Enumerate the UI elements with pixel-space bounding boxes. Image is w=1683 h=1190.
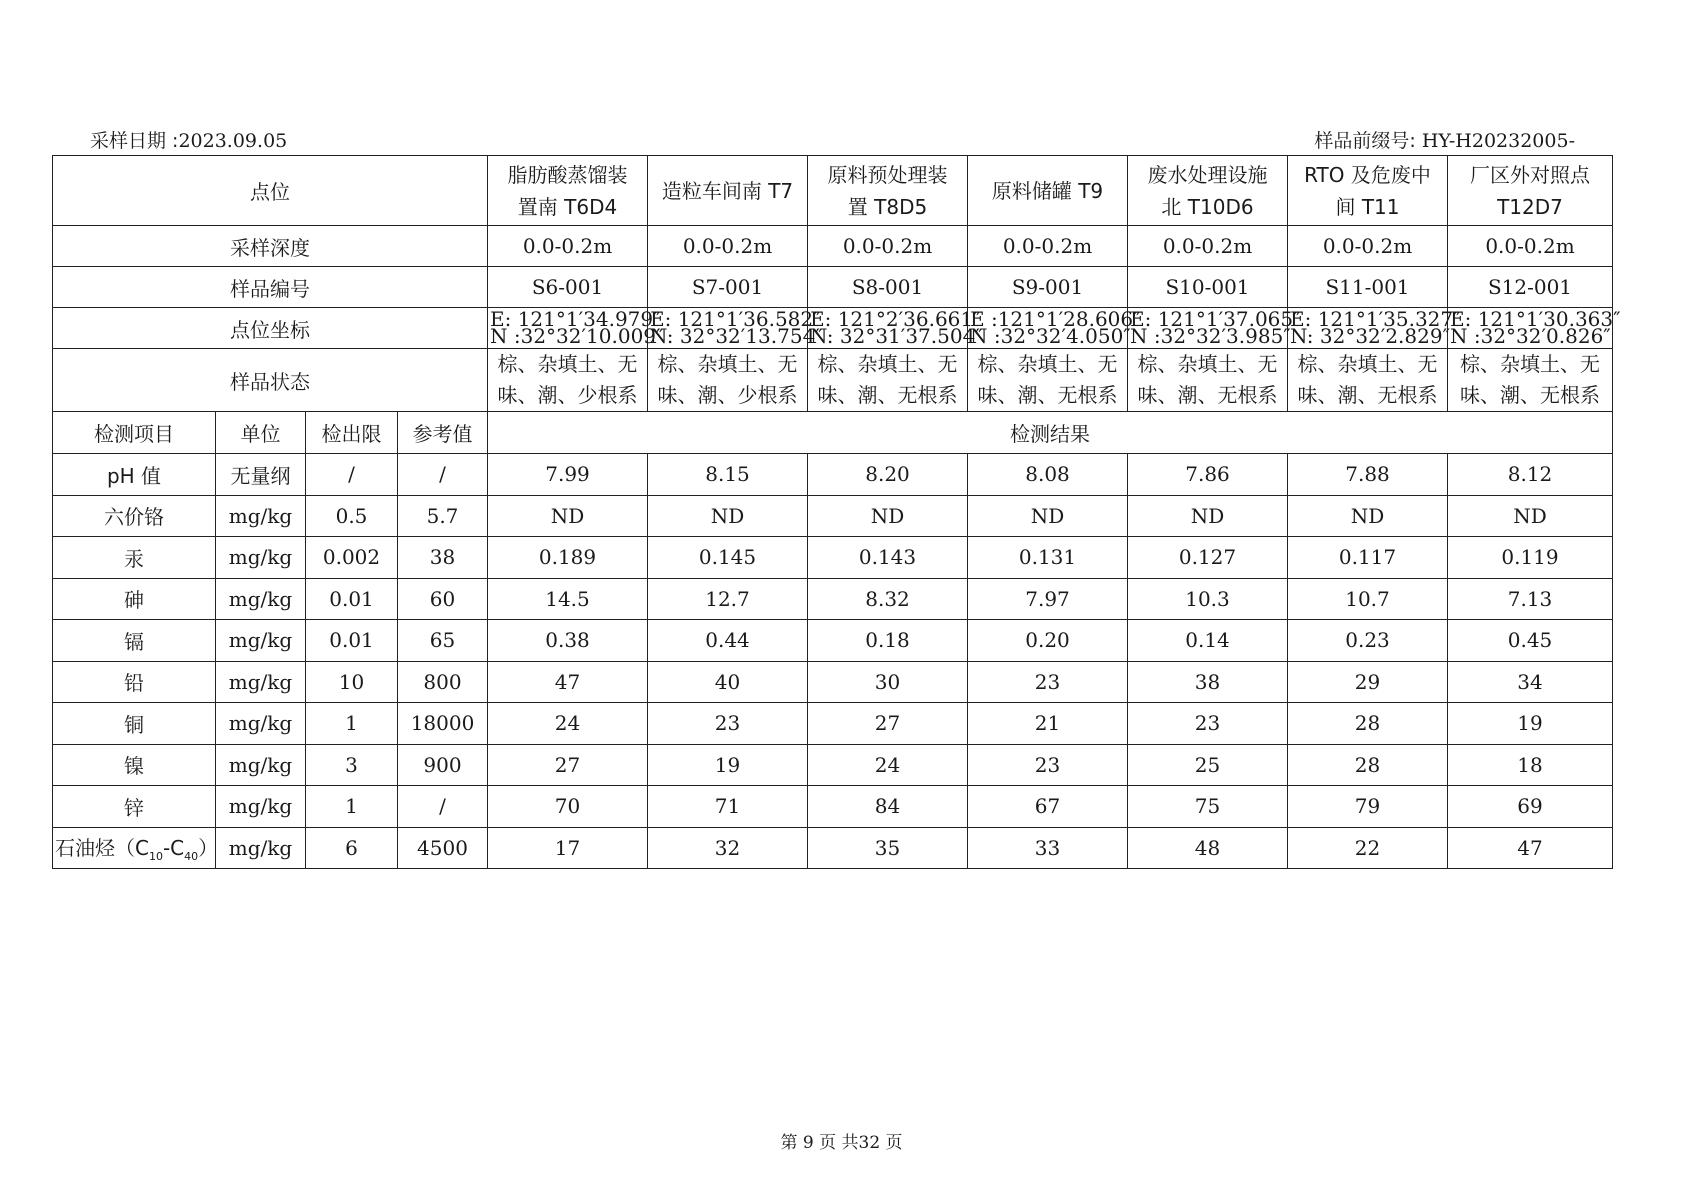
sample-id-cell: S10-001 xyxy=(1128,267,1288,308)
coordinates-label: 点位坐标 xyxy=(53,308,488,349)
sample-id-cell: S12-001 xyxy=(1448,267,1613,308)
result-cell: 38 xyxy=(1128,661,1288,703)
reference-cell: 4500 xyxy=(398,827,488,869)
result-cell: 0.119 xyxy=(1448,537,1613,579)
result-cell: ND xyxy=(1128,495,1288,537)
table-row xyxy=(53,495,1613,537)
item-cell: 镉 xyxy=(53,620,216,662)
result-cell: 0.143 xyxy=(808,537,968,579)
sample-id-cell: S9-001 xyxy=(968,267,1128,308)
site-depth-cell: 0.0-0.2m xyxy=(1128,226,1288,267)
result-cell: 12.7 xyxy=(648,578,808,620)
unit-header: 单位 xyxy=(216,412,306,454)
result-cell: 67 xyxy=(968,786,1128,828)
result-cell: 0.117 xyxy=(1288,537,1448,579)
reference-cell: 800 xyxy=(398,661,488,703)
table-row xyxy=(53,620,1613,662)
item-cell: 铜 xyxy=(53,703,216,745)
item-cell: 六价铬 xyxy=(53,495,216,537)
coordinate-cell xyxy=(1448,307,1621,349)
result-cell: 30 xyxy=(808,661,968,703)
status-row xyxy=(53,349,1613,412)
result-cell: 24 xyxy=(808,744,968,786)
item-pre: 石油烃（C xyxy=(55,836,149,861)
limit-cell: 0.5 xyxy=(306,495,398,537)
result-cell: 0.127 xyxy=(1128,537,1288,579)
status-line1: 棕、杂填土、无 xyxy=(1460,352,1600,376)
result-cell: 0.38 xyxy=(488,620,648,662)
result-cell: 75 xyxy=(1128,786,1288,828)
footer-mid: 页 共 xyxy=(819,1133,859,1153)
item-cell: 镍 xyxy=(53,744,216,786)
result-cell: 0.14 xyxy=(1128,620,1288,662)
sample-id-cell: S11-001 xyxy=(1288,267,1448,308)
coordinate-north: N :32°32′10.009″ xyxy=(490,324,664,348)
site-name-line1: 原料储罐 T9 xyxy=(991,178,1104,203)
unit-cell: mg/kg xyxy=(216,827,306,869)
item-sub1: 10 xyxy=(148,850,163,864)
result-cell: 25 xyxy=(1128,744,1288,786)
result-cell: 22 xyxy=(1288,827,1448,869)
result-cell: 0.20 xyxy=(968,620,1128,662)
site-row xyxy=(53,156,1613,226)
site-name-line2: 置 T8D5 xyxy=(847,194,928,219)
table-row xyxy=(53,454,1613,496)
result-cell: 71 xyxy=(648,786,808,828)
result-cell: 0.44 xyxy=(648,620,808,662)
item-cell: 锌 xyxy=(53,786,216,828)
sample-status-cell xyxy=(1448,349,1613,412)
reference-cell: 60 xyxy=(398,578,488,620)
result-cell: 47 xyxy=(1448,827,1613,869)
reference-cell: 38 xyxy=(398,537,488,579)
depth-label: 采样深度 xyxy=(53,226,488,267)
status-line2: 味、潮、无根系 xyxy=(977,383,1118,407)
item-header: 检测项目 xyxy=(53,412,216,454)
status-line1: 棕、杂填土、无 xyxy=(497,352,638,376)
depth-row xyxy=(53,226,1613,267)
coordinate-cell xyxy=(808,307,983,349)
result-cell: 0.45 xyxy=(1448,620,1613,662)
result-cell: 79 xyxy=(1288,786,1448,828)
reference-cell: 65 xyxy=(398,620,488,662)
coordinate-east: E: 121°1′30.363″ xyxy=(1450,307,1621,331)
result-cell: 24 xyxy=(488,703,648,745)
result-cell: 27 xyxy=(488,744,648,786)
site-name-cell xyxy=(968,156,1128,226)
status-line2: 味、潮、无根系 xyxy=(1297,383,1438,407)
result-cell: 8.12 xyxy=(1448,454,1613,496)
result-cell: 33 xyxy=(968,827,1128,869)
result-cell: 19 xyxy=(1448,703,1613,745)
site-name-line1: RTO 及危废中 xyxy=(1304,162,1431,187)
sample-id-row xyxy=(53,267,1613,308)
status-line1: 棕、杂填土、无 xyxy=(1137,352,1278,376)
result-cell: 48 xyxy=(1128,827,1288,869)
result-cell: 19 xyxy=(648,744,808,786)
unit-cell: 无量纲 xyxy=(216,454,306,496)
sample-id-cell: S7-001 xyxy=(648,267,808,308)
limit-cell: 1 xyxy=(306,703,398,745)
site-depth-cell: 0.0-0.2m xyxy=(808,226,968,267)
item-cell: 汞 xyxy=(53,537,216,579)
table-row xyxy=(53,661,1613,703)
coordinate-cell xyxy=(648,307,823,349)
sample-status-cell xyxy=(1288,349,1448,412)
coordinate-north: N: 32°32′2.829″ xyxy=(1290,324,1451,348)
reference-cell: / xyxy=(398,786,488,828)
site-name-cell xyxy=(808,156,968,226)
unit-cell: mg/kg xyxy=(216,578,306,620)
site-depth-cell: 0.0-0.2m xyxy=(968,226,1128,267)
status-line1: 棕、杂填土、无 xyxy=(977,352,1118,376)
reference-cell: 18000 xyxy=(398,703,488,745)
result-cell: 17 xyxy=(488,827,648,869)
site-name-cell xyxy=(1288,156,1448,226)
result-cell: 69 xyxy=(1448,786,1613,828)
site-depth-cell: 0.0-0.2m xyxy=(648,226,808,267)
result-cell: 0.145 xyxy=(648,537,808,579)
footer-pre: 第 xyxy=(780,1133,798,1153)
sample-status-cell xyxy=(1128,349,1288,412)
sample-id-label: 样品编号 xyxy=(53,267,488,308)
coordinate-cell xyxy=(1128,307,1301,349)
limit-cell: / xyxy=(306,454,398,496)
page-footer xyxy=(0,1128,1683,1153)
item-cell xyxy=(53,827,219,869)
result-cell: 14.5 xyxy=(488,578,648,620)
site-name-line1: 脂肪酸蒸馏装 xyxy=(507,162,628,187)
result-cell: 84 xyxy=(808,786,968,828)
coordinate-east: E: 121°2′36.661″ xyxy=(810,307,981,331)
coordinate-cell xyxy=(488,307,664,349)
result-cell: 23 xyxy=(648,703,808,745)
result-cell: 70 xyxy=(488,786,648,828)
result-cell: 8.20 xyxy=(808,454,968,496)
sampling-date xyxy=(90,126,287,153)
sample-status-cell xyxy=(968,349,1128,412)
sample-id-cell: S8-001 xyxy=(808,267,968,308)
result-cell: ND xyxy=(808,495,968,537)
unit-cell: mg/kg xyxy=(216,703,306,745)
result-cell: 27 xyxy=(808,703,968,745)
coordinate-north: N: 32°32′13.754″ xyxy=(650,324,823,348)
item-mid: -C xyxy=(162,836,185,861)
result-cell: ND xyxy=(488,495,648,537)
coordinate-north: N :32°32′4.050″ xyxy=(970,324,1131,348)
result-cell: 21 xyxy=(968,703,1128,745)
result-cell: 7.88 xyxy=(1288,454,1448,496)
result-cell: 23 xyxy=(1128,703,1288,745)
footer-total: 32 xyxy=(858,1133,881,1153)
site-name-line1: 原料预处理装 xyxy=(827,162,948,187)
result-cell: 23 xyxy=(968,744,1128,786)
result-cell: 8.08 xyxy=(968,454,1128,496)
result-cell: 7.13 xyxy=(1448,578,1613,620)
table-row xyxy=(53,537,1613,579)
limit-cell: 10 xyxy=(306,661,398,703)
result-cell: 0.189 xyxy=(488,537,648,579)
result-cell: 29 xyxy=(1288,661,1448,703)
site-name-line2: 间 T11 xyxy=(1335,194,1400,219)
site-name-cell xyxy=(1448,156,1613,226)
status-line2: 味、潮、无根系 xyxy=(1460,383,1600,407)
coordinate-north: N: 32°31′37.504″ xyxy=(810,324,983,348)
site-name-line2: 置南 T6D4 xyxy=(517,194,618,219)
sample-prefix xyxy=(1314,126,1575,153)
unit-cell: mg/kg xyxy=(216,495,306,537)
site-name-line1: 废水处理设施 xyxy=(1147,162,1268,187)
result-cell: 0.18 xyxy=(808,620,968,662)
reference-header: 参考值 xyxy=(398,412,488,454)
item-cell: pH 值 xyxy=(53,454,216,496)
results-header: 检测结果 xyxy=(488,412,1613,454)
result-cell: 7.99 xyxy=(488,454,648,496)
site-name-line2: 北 T10D6 xyxy=(1161,194,1254,219)
result-cell: 40 xyxy=(648,661,808,703)
status-line2: 味、潮、无根系 xyxy=(817,383,958,407)
result-cell: 7.97 xyxy=(968,578,1128,620)
coordinate-east: E: 121°1′37.065″ xyxy=(1130,307,1301,331)
sampling-date-label: 采样日期 : xyxy=(90,130,179,152)
table-row xyxy=(53,578,1613,620)
reference-cell: 5.7 xyxy=(398,495,488,537)
coordinate-east: E: 121°1′34.979″ xyxy=(490,307,661,331)
result-cell: 0.131 xyxy=(968,537,1128,579)
results-table xyxy=(52,155,1621,869)
table-row xyxy=(53,786,1613,828)
status-line1: 棕、杂填土、无 xyxy=(657,352,798,376)
sample-prefix-value: HY-H20232005- xyxy=(1421,130,1575,152)
result-cell: 32 xyxy=(648,827,808,869)
limit-cell: 0.01 xyxy=(306,578,398,620)
site-label: 点位 xyxy=(53,156,488,226)
result-cell: 47 xyxy=(488,661,648,703)
site-name-cell xyxy=(648,156,808,226)
item-cell: 铅 xyxy=(53,661,216,703)
sample-prefix-label: 样品前缀号: xyxy=(1314,130,1422,152)
limit-cell: 1 xyxy=(306,786,398,828)
unit-cell: mg/kg xyxy=(216,661,306,703)
unit-cell: mg/kg xyxy=(216,744,306,786)
coordinates-row xyxy=(53,308,1613,349)
site-depth-cell: 0.0-0.2m xyxy=(1448,226,1613,267)
sample-status-cell xyxy=(648,349,808,412)
item-sub2: 40 xyxy=(184,850,199,864)
site-name-line2: T12D7 xyxy=(1497,194,1563,219)
unit-cell: mg/kg xyxy=(216,537,306,579)
status-line2: 味、潮、少根系 xyxy=(497,383,638,407)
result-cell: 8.32 xyxy=(808,578,968,620)
limit-cell: 6 xyxy=(306,827,398,869)
sample-id-cell: S6-001 xyxy=(488,267,648,308)
reference-cell: / xyxy=(398,454,488,496)
status-line1: 棕、杂填土、无 xyxy=(817,352,958,376)
result-cell: 34 xyxy=(1448,661,1613,703)
column-header-row xyxy=(53,412,1613,454)
table-row xyxy=(53,703,1613,745)
site-name-cell xyxy=(488,156,648,226)
coordinate-north: N :32°32′3.985″ xyxy=(1130,324,1291,348)
table-row xyxy=(53,744,1613,786)
result-cell: 35 xyxy=(808,827,968,869)
limit-cell: 0.01 xyxy=(306,620,398,662)
result-cell: ND xyxy=(1288,495,1448,537)
table-row xyxy=(53,827,1613,869)
result-cell: 18 xyxy=(1448,744,1613,786)
result-cell: 8.15 xyxy=(648,454,808,496)
coordinate-cell xyxy=(1288,307,1461,349)
footer-post: 页 xyxy=(885,1133,903,1153)
status-label: 样品状态 xyxy=(53,349,488,412)
item-cell: 砷 xyxy=(53,578,216,620)
status-line2: 味、潮、少根系 xyxy=(657,383,798,407)
sample-status-cell xyxy=(808,349,968,412)
limit-header: 检出限 xyxy=(306,412,398,454)
coordinate-east: E :121°1′28.606″ xyxy=(970,307,1141,331)
footer-page: 9 xyxy=(802,1133,814,1153)
result-cell: ND xyxy=(1448,495,1613,537)
coordinate-east: E: 121°1′36.582″ xyxy=(650,307,821,331)
unit-cell: mg/kg xyxy=(216,620,306,662)
result-cell: 28 xyxy=(1288,744,1448,786)
limit-cell: 3 xyxy=(306,744,398,786)
result-cell: 23 xyxy=(968,661,1128,703)
sample-status-cell xyxy=(488,349,648,412)
result-cell: 28 xyxy=(1288,703,1448,745)
coordinate-cell xyxy=(968,307,1141,349)
result-cell: 10.3 xyxy=(1128,578,1288,620)
limit-cell: 0.002 xyxy=(306,537,398,579)
sampling-date-value: 2023.09.05 xyxy=(178,130,288,152)
site-name-line1: 厂区外对照点 xyxy=(1470,162,1590,187)
site-depth-cell: 0.0-0.2m xyxy=(1288,226,1448,267)
result-cell: 10.7 xyxy=(1288,578,1448,620)
result-cell: ND xyxy=(648,495,808,537)
item-post: ） xyxy=(198,836,219,861)
site-name-cell xyxy=(1128,156,1288,226)
status-line1: 棕、杂填土、无 xyxy=(1297,352,1438,376)
reference-cell: 900 xyxy=(398,744,488,786)
unit-cell: mg/kg xyxy=(216,786,306,828)
result-cell: 7.86 xyxy=(1128,454,1288,496)
coordinate-north: N :32°32′0.826″ xyxy=(1450,324,1611,348)
status-line2: 味、潮、无根系 xyxy=(1137,383,1278,407)
result-cell: ND xyxy=(968,495,1128,537)
result-cell: 0.23 xyxy=(1288,620,1448,662)
coordinate-east: E: 121°1′35.327″ xyxy=(1290,307,1461,331)
site-name-line1: 造粒车间南 T7 xyxy=(661,178,794,203)
site-depth-cell: 0.0-0.2m xyxy=(488,226,648,267)
